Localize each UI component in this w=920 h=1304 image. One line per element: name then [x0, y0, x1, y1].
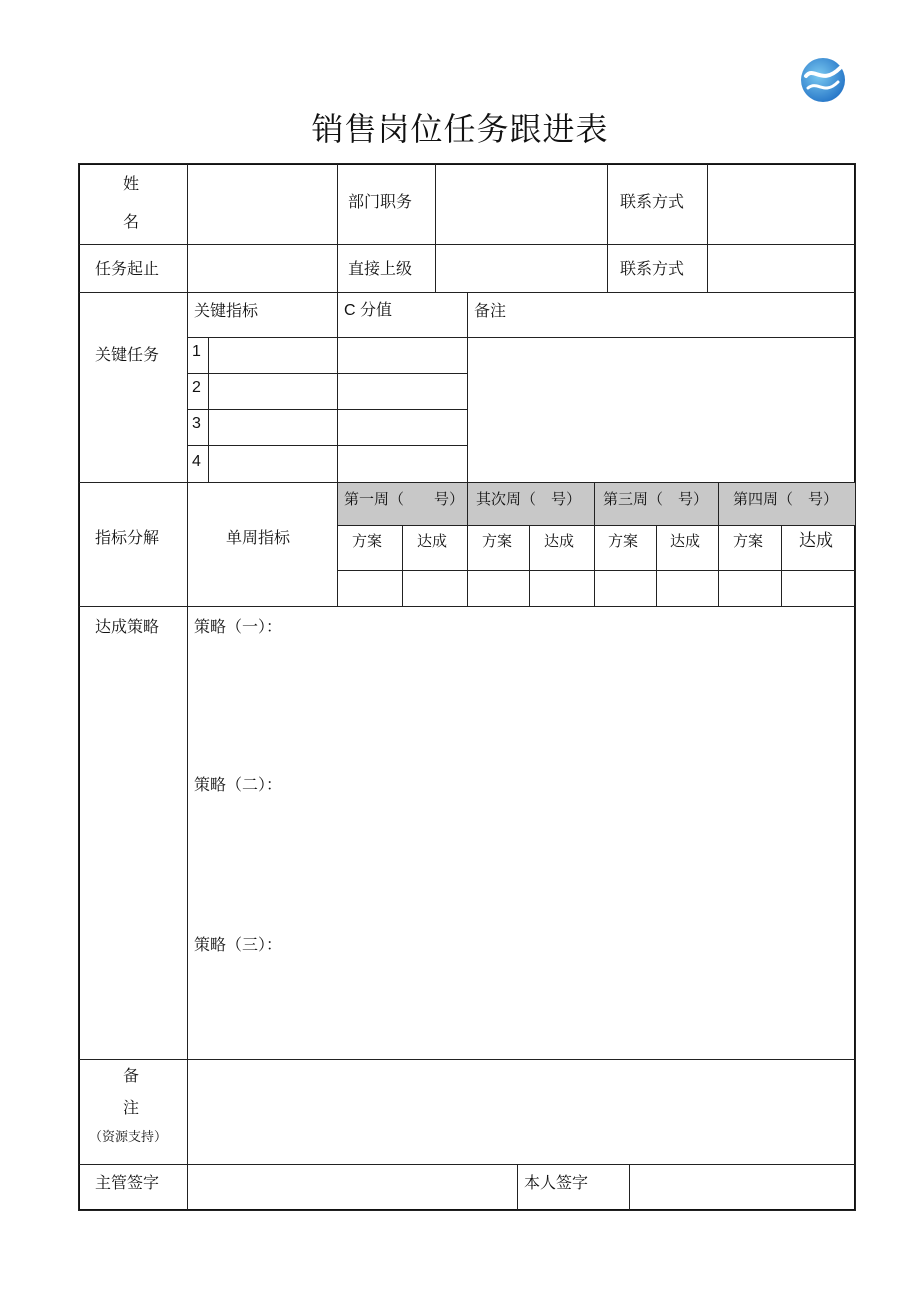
breakdown-label: 指标分解: [95, 528, 160, 547]
task-period-field[interactable]: [187, 244, 338, 293]
week-4-plan-field[interactable]: [718, 570, 782, 607]
name-label-cell: [78, 163, 188, 245]
weekly-label: 单周指标: [226, 528, 291, 547]
task-indicator-field[interactable]: [208, 445, 338, 483]
strategy-3-label: 策略（三）：: [194, 935, 283, 954]
name-label-char2: 名: [123, 212, 140, 231]
strategy-label: 达成策略: [95, 617, 160, 636]
supervisor-field[interactable]: [435, 244, 608, 293]
done-label: 达成: [417, 532, 448, 550]
week-1-header: [337, 482, 468, 526]
week-1-done-header: [402, 525, 468, 571]
contact-field-1[interactable]: [707, 163, 856, 245]
task-row-number: [187, 445, 209, 483]
remark-header: 备注: [474, 301, 507, 320]
week-2-plan-field[interactable]: [467, 570, 530, 607]
week-4-plan-header: [718, 525, 782, 571]
indicator-header-cell: [187, 292, 338, 338]
dept-field[interactable]: [435, 163, 608, 245]
week-4-header: [718, 482, 856, 526]
swirl-logo-icon: [798, 56, 848, 104]
name-label-char1: 姓: [123, 174, 140, 193]
supervisor-sign-label: 主管签字: [95, 1173, 160, 1192]
week-3-label: 第三周（ 号）: [603, 490, 709, 508]
week-3-done-header: [656, 525, 719, 571]
plan-label: 方案: [733, 532, 764, 550]
week-2-done-header: [529, 525, 595, 571]
key-tasks-label-cell: [78, 292, 188, 483]
indicator-header: 关键指标: [194, 301, 259, 320]
task-row-number: [187, 337, 209, 374]
self-sign-label: 本人签字: [524, 1173, 589, 1192]
contact-field-2[interactable]: [707, 244, 856, 293]
remarks-field[interactable]: [187, 1059, 856, 1165]
week-3-plan-field[interactable]: [594, 570, 657, 607]
strategy-1-label: 策略（一）：: [194, 617, 283, 636]
key-tasks-label: 关键任务: [95, 345, 160, 364]
week-3-header: [594, 482, 719, 526]
supervisor-sign-label-cell: [78, 1164, 188, 1211]
done-label: 达成: [544, 532, 575, 550]
self-sign-field[interactable]: [629, 1164, 856, 1211]
task-row-number: [187, 373, 209, 410]
done-label: 达成: [670, 532, 701, 550]
contact-label-cell-2: [607, 244, 708, 293]
task-tracking-form: [78, 163, 856, 1211]
remark-header-cell: [467, 292, 856, 338]
task-period-label: 任务起止: [95, 259, 160, 278]
company-logo: [798, 56, 848, 104]
week-2-header: [467, 482, 595, 526]
breakdown-label-cell: [78, 482, 188, 607]
week-1-done-field[interactable]: [402, 570, 468, 607]
task-remark-field[interactable]: [467, 337, 856, 483]
task-score-field[interactable]: [337, 409, 468, 446]
task-period-label-cell: [78, 244, 188, 293]
remarks-label-note: （资源支持）: [89, 1130, 168, 1145]
score-header: C 分值: [344, 302, 393, 319]
strategy-field[interactable]: [187, 606, 856, 1060]
name-field[interactable]: [187, 163, 338, 245]
contact-label-1: 联系方式: [620, 192, 685, 211]
remarks-label-cell: [78, 1059, 188, 1165]
task-row-number-text: 2: [192, 379, 201, 396]
week-2-label: 其次周（ 号）: [476, 490, 582, 508]
page-title: 销售岗位任务跟进表: [311, 110, 609, 148]
dept-label-cell: [337, 163, 436, 245]
self-sign-label-cell: [517, 1164, 630, 1211]
done-label: 达成: [799, 531, 833, 551]
task-indicator-field[interactable]: [208, 373, 338, 410]
week-4-done-field[interactable]: [781, 570, 856, 607]
week-4-done-header: [781, 525, 856, 571]
strategy-2-label: 策略（二）：: [194, 775, 283, 794]
score-header-cell: [337, 292, 468, 338]
week-3-plan-header: [594, 525, 657, 571]
task-indicator-field[interactable]: [208, 337, 338, 374]
task-row-number: [187, 409, 209, 446]
strategy-label-cell: [78, 606, 188, 1060]
week-2-done-field[interactable]: [529, 570, 595, 607]
week-1-label: 第一周（ 号）: [344, 490, 465, 508]
task-score-field[interactable]: [337, 445, 468, 483]
task-row-number-text: 1: [192, 343, 201, 360]
task-row-number-text: 4: [192, 453, 201, 470]
contact-label-cell-1: [607, 163, 708, 245]
week-3-done-field[interactable]: [656, 570, 719, 607]
remarks-label-char1: 备: [123, 1066, 140, 1085]
contact-label-2: 联系方式: [620, 259, 685, 278]
plan-label: 方案: [608, 532, 639, 550]
task-row-number-text: 3: [192, 415, 201, 432]
supervisor-label-cell: [337, 244, 436, 293]
week-1-plan-field[interactable]: [337, 570, 403, 607]
task-score-field[interactable]: [337, 337, 468, 374]
week-2-plan-header: [467, 525, 530, 571]
weekly-label-cell: [187, 482, 338, 607]
week-4-label: 第四周（ 号）: [733, 490, 839, 508]
plan-label: 方案: [352, 532, 383, 550]
dept-label: 部门职务: [348, 192, 413, 211]
plan-label: 方案: [482, 532, 513, 550]
task-score-field[interactable]: [337, 373, 468, 410]
task-indicator-field[interactable]: [208, 409, 338, 446]
week-1-plan-header: [337, 525, 403, 571]
supervisor-sign-field[interactable]: [187, 1164, 518, 1211]
supervisor-label: 直接上级: [348, 259, 413, 278]
remarks-label-char2: 注: [123, 1098, 140, 1117]
